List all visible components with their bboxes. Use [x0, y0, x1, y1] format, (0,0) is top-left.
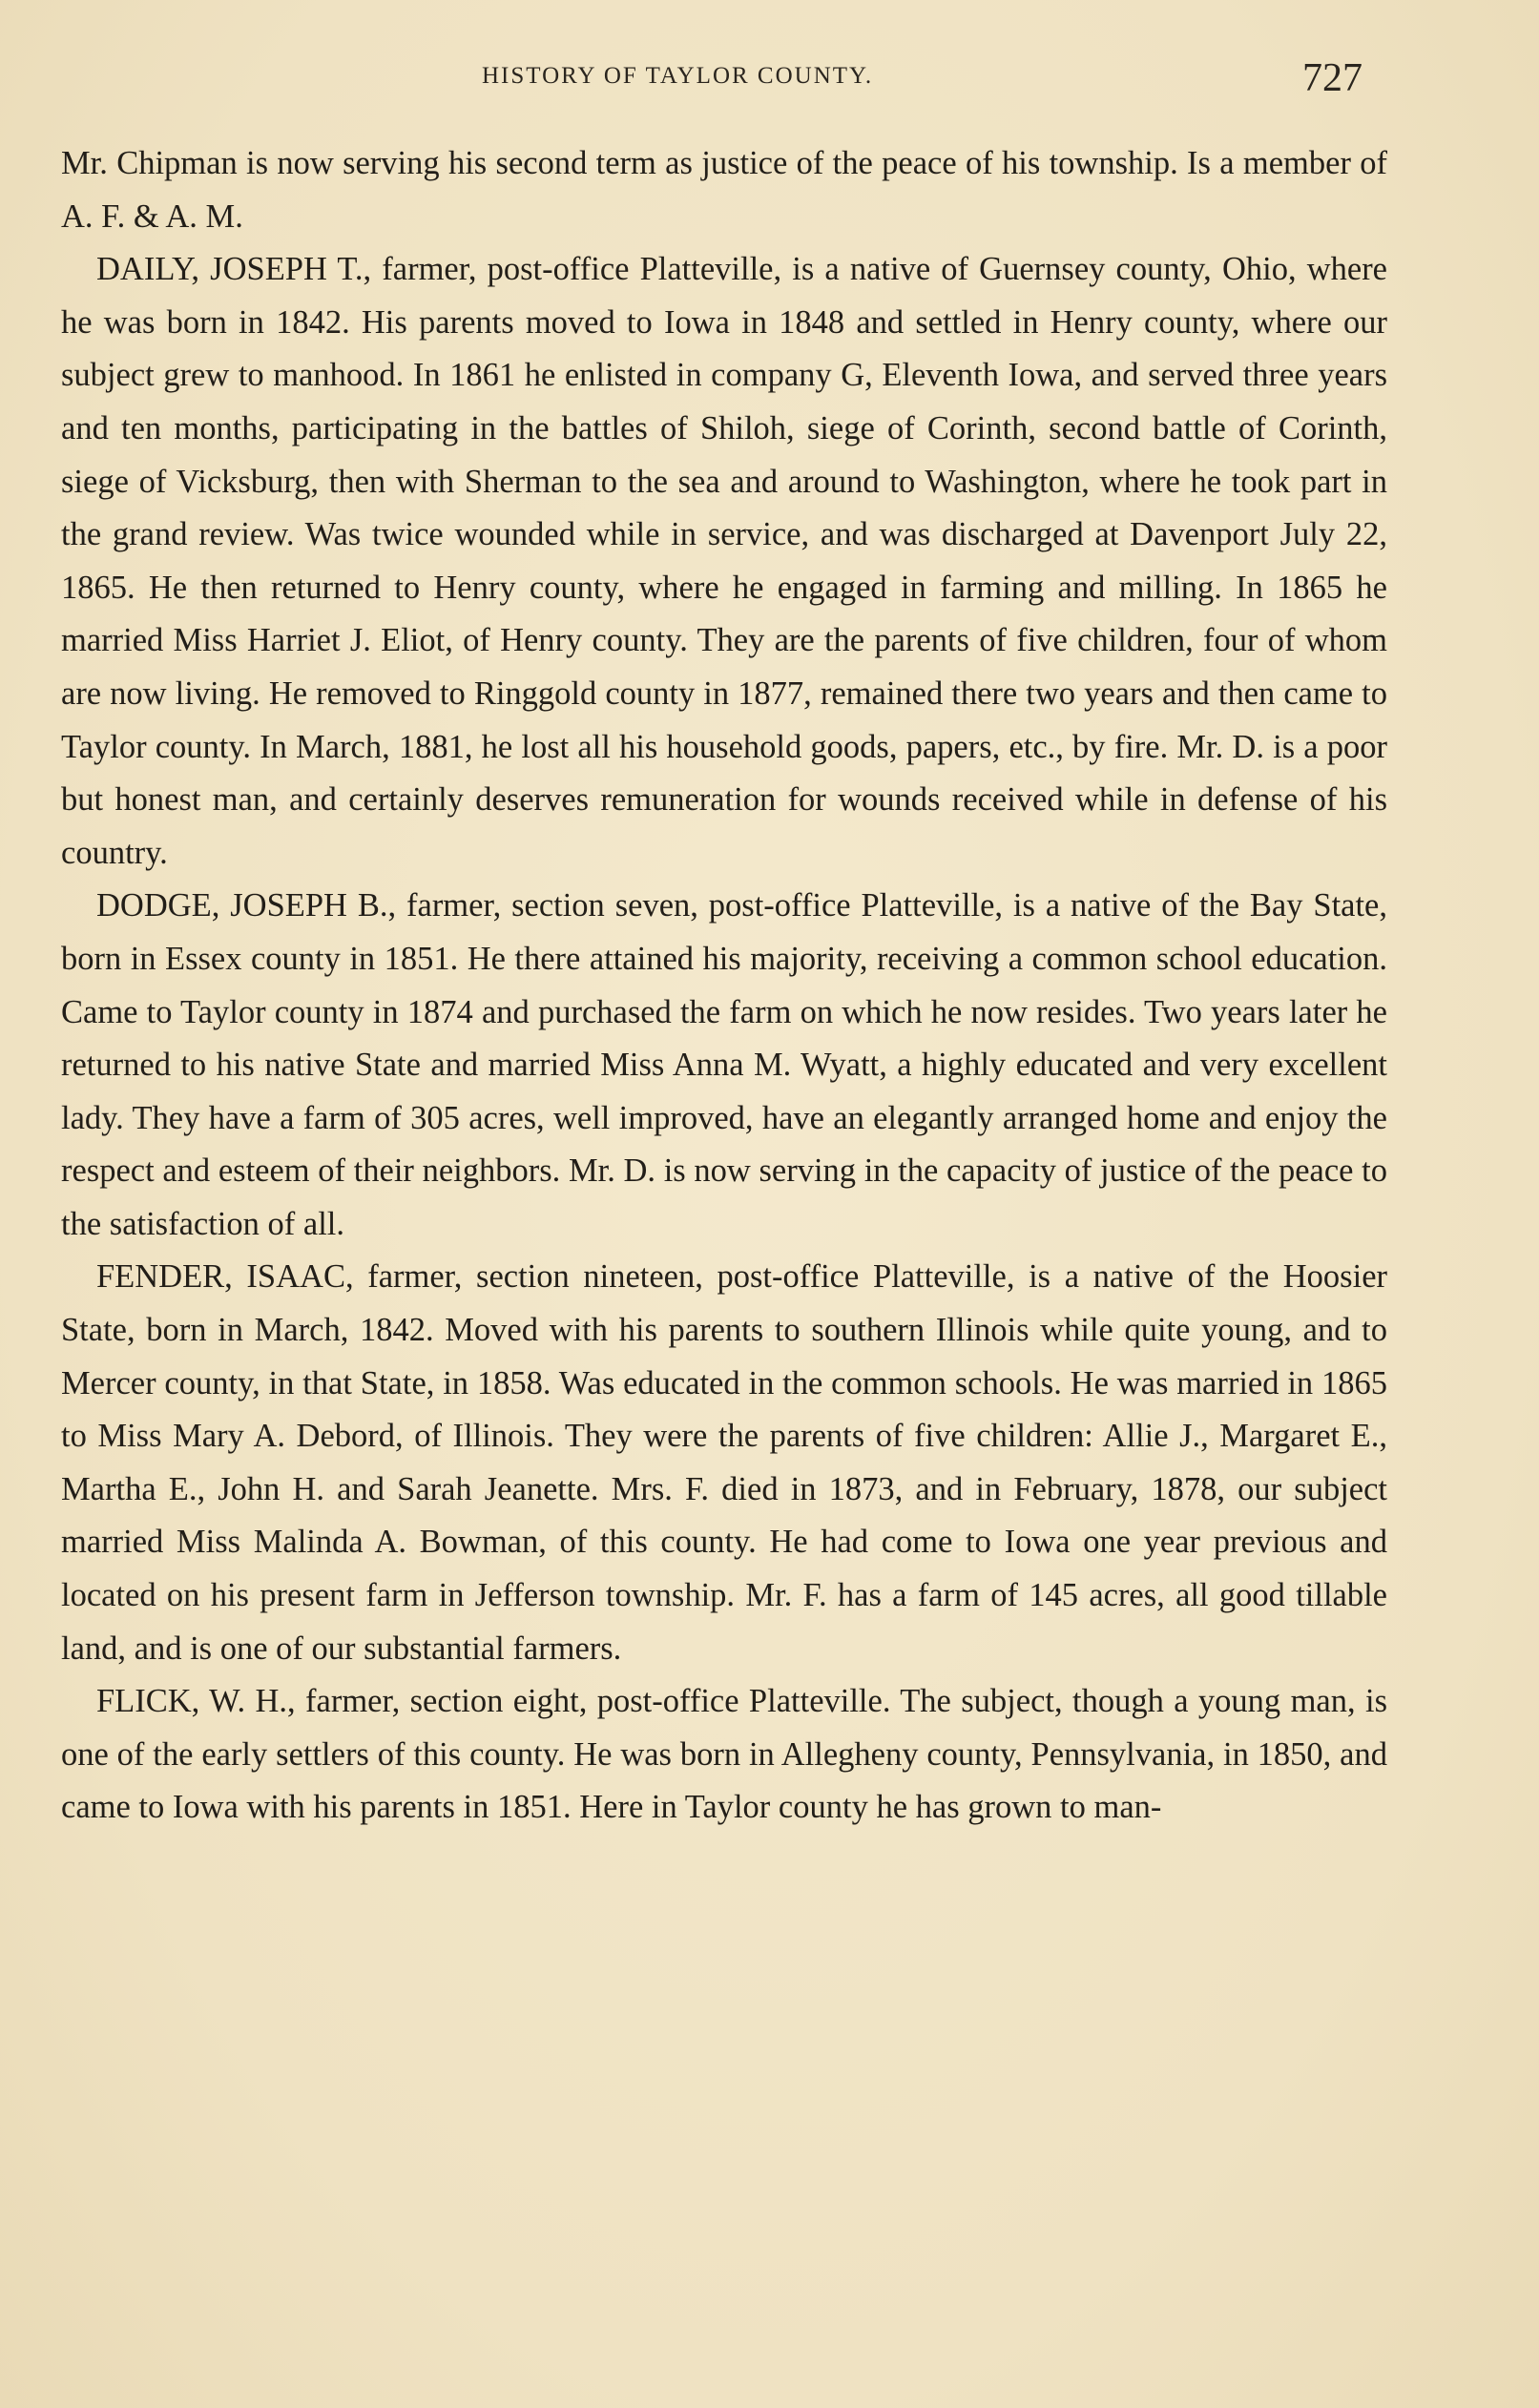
entry-daily-joseph: DAILY, JOSEPH T., farmer, post-office Platteville, is a native of Guernsey county, Ohio, where he was born in 1842. His parents moved to Iowa in 1848 and settled in Henry county, where our subject grew to manhood. In 1861 he enlisted in company G, Eleventh Iowa, and served three years and ten months, participating in the battles of Shiloh, siege of Corinth, second battle of Corinth, siege of Vicksburg, then with Sherman to the sea and around to Washington, where he took part in the grand review. Was twice wounded while in service, and was discharged at Davenport July 22, 1865. He then returned to Henry county, where he engaged in farming and milling. In 1865 he married Miss Harriet J. Eliot, of Henry county. They are the parents of five children, four of whom are now living. He removed to Ringgold county in 1877, remained there two years and then came to Taylor county. In March, 1881, he lost all his household goods, papers, etc., by fire. Mr. D. is a poor but honest man, and certainly deserves remuneration for wounds received while in defense of his country.	[61, 251, 1387, 871]
entry-fender-isaac: FENDER, ISAAC, farmer, section nineteen, post-office Platteville, is a native of the Hoosier State, born in March, 1842. Moved with his parents to southern Illinois while quite young, and to Mercer county, in that State, in 1858. Was educated in the common schools. He was married in 1865 to Miss Mary A. Debord, of Illinois. They were the parents of five children: Allie J., Margaret E., Martha E., John H. and Sarah Jeanette. Mrs. F. died in 1873, and in February, 1878, our subject married Miss Malinda A. Bowman, of this county. He had come to Iowa one year previous and located on his present farm in Jefferson township. Mr. F. has a farm of 145 acres, all good tillable land, and is one of our substantial farmers.	[61, 1258, 1387, 1667]
running-head	[0, 55, 1539, 113]
entry-flick-wh: FLICK, W. H., farmer, section eight, post-office Platteville. The subject, though a young man, is one of the early settlers of this county. He was born in Allegheny county, Pennsylvania, in 1850, and came to Iowa with his parents in 1851. Here in Taylor county he has grown to man-	[61, 1683, 1387, 1826]
entry-dodge-joseph: DODGE, JOSEPH B., farmer, section seven, post-office Platteville, is a native of the Bay State, born in Essex county in 1851. He there attained his majority, receiving a common school education. Came to Taylor county in 1874 and purchased the farm on which he now resides. Two years later he returned to his native State and married Miss Anna M. Wyatt, a highly educated and very excellent lady. They have a farm of 305 acres, well improved, have an elegantly arranged home and enjoy the respect and esteem of their neighbors. Mr. D. is now serving in the capacity of justice of the peace to the satisfaction of all.	[61, 887, 1387, 1242]
running-title: HISTORY OF TAYLOR COUNTY.	[482, 63, 874, 89]
body-text	[61, 137, 1387, 1835]
page-number: 727	[1302, 56, 1362, 100]
paragraph-chipman-continuation: Mr. Chipman is now serving his second term as justice of the peace of his township. Is a member of A. F. & A. M.	[61, 145, 1387, 235]
